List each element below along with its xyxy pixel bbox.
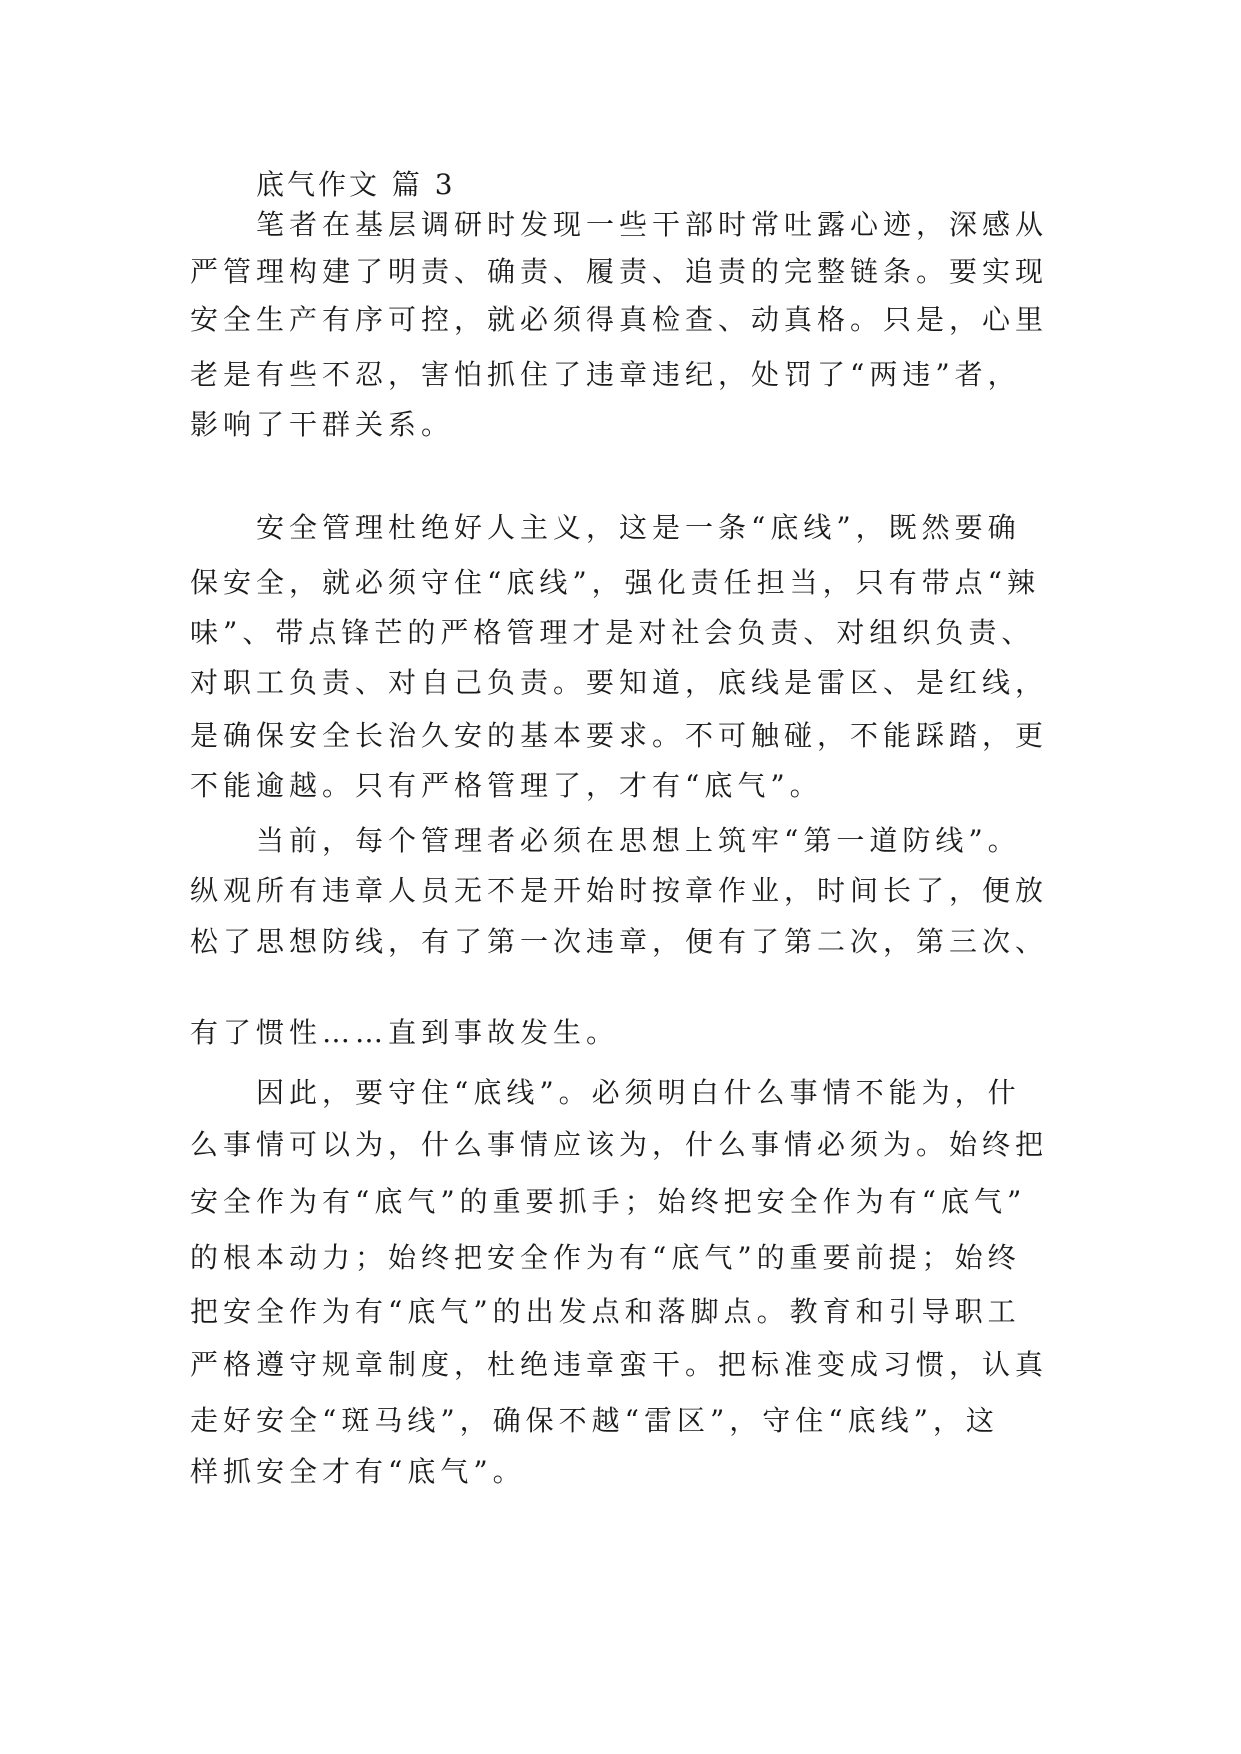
paragraph-4-line-4: 的根本动力；始终把安全作为有“底气”的重要前提；始终 <box>190 1241 1021 1274</box>
paragraph-1-line-4: 老是有些不忍，害怕抓住了违章违纪，处罚了“两违”者， <box>190 358 1021 391</box>
paragraph-3-line-2: 纵观所有违章人员无不是开始时按章作业，时间长了，便放 <box>190 874 1049 907</box>
paragraph-1-line-3: 安全生产有序可控，就必须得真检查、动真格。只是，心里 <box>190 303 1049 336</box>
paragraph-4-line-7: 走好安全“斑马线”，确保不越“雷区”，守住“底线”，这 <box>190 1404 999 1437</box>
paragraph-2-line-1: 安全管理杜绝好人主义，这是一条“底线”，既然要确 <box>256 511 1021 544</box>
paragraph-3-line-4: 有了惯性……直到事故发生。 <box>190 1016 620 1049</box>
paragraph-3-line-1: 当前，每个管理者必须在思想上筑牢“第一道防线”。 <box>256 824 1021 857</box>
paragraph-2-line-4: 对职工负责、对自己负责。要知道，底线是雷区、是红线， <box>190 666 1049 699</box>
paragraph-4-line-3: 安全作为有“底气”的重要抓手；始终把安全作为有“底气” <box>190 1185 1027 1218</box>
paragraph-2-line-5: 是确保安全长治久安的基本要求。不可触碰，不能踩踏，更 <box>190 719 1049 752</box>
paragraph-3-line-3: 松了思想防线，有了第一次违章，便有了第二次，第三次、 <box>190 925 1049 958</box>
paragraph-4-line-2: 么事情可以为，什么事情应该为，什么事情必须为。始终把 <box>190 1128 1049 1161</box>
paragraph-1-line-2: 严管理构建了明责、确责、履责、追责的完整链条。要实现 <box>190 255 1049 288</box>
paragraph-2-line-6: 不能逾越。只有严格管理了，才有“底气”。 <box>190 769 823 802</box>
paragraph-2-line-2: 保安全，就必须守住“底线”，强化责任担当，只有带点“辣 <box>190 566 1040 599</box>
paragraph-4-line-1: 因此，要守住“底线”。必须明白什么事情不能为，什 <box>256 1076 1021 1109</box>
paragraph-4-line-5: 把安全作为有“底气”的出发点和落脚点。教育和引导职工 <box>190 1295 1021 1328</box>
paragraph-1-line-1: 笔者在基层调研时发现一些干部时常吐露心迹，深感从 <box>256 208 1049 241</box>
paragraph-1-line-5: 影响了干群关系。 <box>190 408 455 441</box>
paragraph-4-line-8: 样抓安全才有“底气”。 <box>190 1455 526 1488</box>
paragraph-4-line-6: 严格遵守规章制度，杜绝违章蛮干。把标准变成习惯，认真 <box>190 1348 1049 1381</box>
document-title: 底气作文 篇 3 <box>256 168 456 201</box>
paragraph-2-line-3: 味”、带点锋芒的严格管理才是对社会负责、对组织负责、 <box>190 616 1035 649</box>
